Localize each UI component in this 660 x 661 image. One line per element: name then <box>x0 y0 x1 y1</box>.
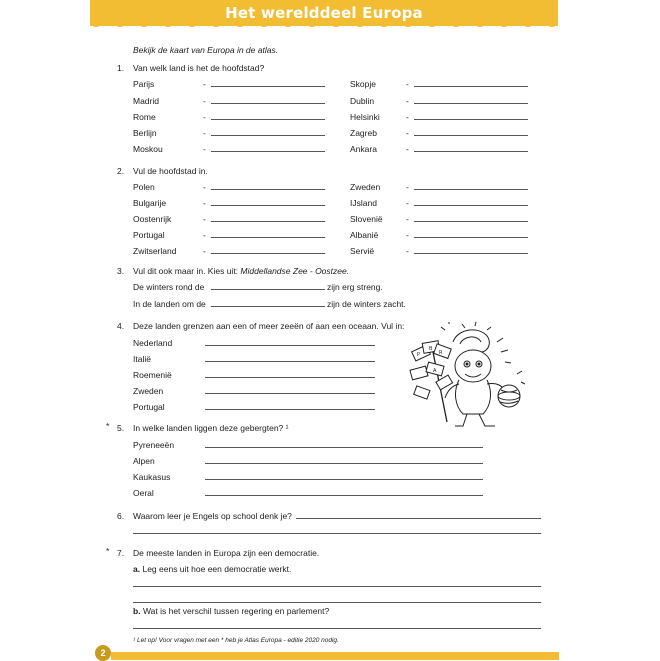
q1-left-item: Parijs <box>133 79 155 89</box>
dash: - <box>406 246 409 256</box>
answer-line[interactable] <box>205 345 375 346</box>
answer-line[interactable] <box>205 495 483 496</box>
q2-left-item: Portugal <box>133 230 165 240</box>
q2-text: Vul de hoofdstad in. <box>133 166 208 176</box>
answer-line[interactable] <box>211 119 325 120</box>
page-title: Het werelddeel Europa <box>225 4 423 22</box>
dash: - <box>406 198 409 208</box>
q1-left-item: Rome <box>133 112 156 122</box>
answer-line[interactable] <box>205 377 375 378</box>
q7a-text: Leg eens uit hoe een democratie werkt. <box>142 564 292 574</box>
answer-line[interactable] <box>211 103 325 104</box>
answer-line[interactable] <box>414 189 528 190</box>
q5-text: In welke landen liggen deze gebergten? ¹ <box>133 423 289 433</box>
q1-right-item: Dublin <box>350 96 375 106</box>
footnote: ¹ Let op! Voor vragen met een * heb je Atlas Europa - editie 2020 nodig. <box>133 637 339 644</box>
q3-line1-start: De winters rond de <box>133 282 205 292</box>
footer-bar <box>111 652 559 660</box>
q2-right-item: Servië <box>350 246 375 256</box>
q5-item: Pyreneeën <box>133 440 175 450</box>
q4-item: Nederland <box>133 338 173 348</box>
answer-line[interactable] <box>133 602 541 603</box>
q5-item: Alpen <box>133 456 155 466</box>
q7b <box>133 606 329 616</box>
dash: - <box>406 182 409 192</box>
dash: - <box>203 246 206 256</box>
answer-line[interactable] <box>211 189 325 190</box>
answer-line[interactable] <box>211 221 325 222</box>
answer-line[interactable] <box>133 533 541 534</box>
answer-line[interactable] <box>205 447 483 448</box>
q3-line2-end: zijn de winters zacht. <box>327 299 406 309</box>
q2-right-item: Zweden <box>350 182 381 192</box>
q2-right-item: Slovenië <box>350 214 383 224</box>
answer-line[interactable] <box>414 221 528 222</box>
q1-left-item: Moskou <box>133 144 163 154</box>
answer-line[interactable] <box>211 135 325 136</box>
sign-mark: P <box>417 352 421 358</box>
answer-line[interactable] <box>211 253 325 254</box>
answer-line[interactable] <box>414 151 528 152</box>
answer-line[interactable] <box>414 237 528 238</box>
q5-star: * <box>106 421 110 431</box>
dash: - <box>203 144 206 154</box>
header-wave-edge <box>90 24 558 30</box>
q7b-text: Wat is het verschil tussen regering en parlement? <box>142 606 330 616</box>
answer-line[interactable] <box>414 205 528 206</box>
dash: - <box>406 230 409 240</box>
q3-line2-start: In de landen om de <box>133 299 206 309</box>
page-number-badge: 2 <box>95 645 111 661</box>
answer-line[interactable] <box>211 86 325 87</box>
q2-left-item: Zwitserland <box>133 246 177 256</box>
answer-line[interactable] <box>211 306 325 307</box>
q3-choices: Middellandse Zee - Oostzee. <box>240 266 350 276</box>
q7b-label: b. <box>133 606 141 616</box>
dash: - <box>203 79 206 89</box>
q3-number: 3. <box>117 266 125 276</box>
q2-left-item: Bulgarije <box>133 198 167 208</box>
answer-line[interactable] <box>205 393 375 394</box>
q2-left-item: Oostenrijk <box>133 214 172 224</box>
page-header <box>90 0 558 26</box>
answer-line[interactable] <box>414 253 528 254</box>
q5-item: Kaukasus <box>133 472 171 482</box>
answer-line[interactable] <box>205 479 483 480</box>
q7a-label: a. <box>133 564 141 574</box>
dash: - <box>203 96 206 106</box>
dash: - <box>203 230 206 240</box>
dash: - <box>203 182 206 192</box>
q4-item: Zweden <box>133 386 164 396</box>
q2-left-item: Polen <box>133 182 155 192</box>
q1-text: Van welk land is het de hoofdstad? <box>133 63 265 73</box>
answer-line[interactable] <box>205 463 483 464</box>
q7-text: De meeste landen in Europa zijn een democratie. <box>133 548 320 558</box>
q1-right-item: Skopje <box>350 79 376 89</box>
dash: - <box>406 96 409 106</box>
dash: - <box>203 112 206 122</box>
q7-star: * <box>106 546 110 556</box>
answer-line[interactable] <box>211 289 325 290</box>
dash: - <box>406 112 409 122</box>
answer-line[interactable] <box>211 237 325 238</box>
answer-line[interactable] <box>414 103 528 104</box>
q4-item: Portugal <box>133 402 165 412</box>
q1-right-item: Zagreb <box>350 128 377 138</box>
answer-line[interactable] <box>133 586 541 587</box>
answer-line[interactable] <box>205 409 375 410</box>
answer-line[interactable] <box>211 205 325 206</box>
dash: - <box>406 144 409 154</box>
q1-left-item: Madrid <box>133 96 159 106</box>
q5-item: Oeral <box>133 488 154 498</box>
q5-number: 5. <box>117 423 125 433</box>
q6-number: 6. <box>117 511 125 521</box>
answer-line[interactable] <box>414 86 528 87</box>
cartoon-illustration <box>405 322 527 430</box>
dash: - <box>406 79 409 89</box>
sign-mark: A <box>433 368 437 374</box>
answer-line[interactable] <box>211 151 325 152</box>
dash: - <box>203 128 206 138</box>
answer-line[interactable] <box>414 119 528 120</box>
q2-right-item: IJsland <box>350 198 377 208</box>
q1-right-item: Helsinki <box>350 112 380 122</box>
q7a <box>133 564 291 574</box>
q4-number: 4. <box>117 321 125 331</box>
q1-right-item: Ankara <box>350 144 377 154</box>
q3-text: Vul dit ook maar in. Kies uit: Middellandse Zee - Oostzee. <box>133 266 350 276</box>
q3-line1-end: zijn erg streng. <box>327 282 383 292</box>
q2-right-item: Albanië <box>350 230 379 240</box>
answer-line[interactable] <box>414 135 528 136</box>
answer-line[interactable] <box>133 628 541 629</box>
q4-text: Deze landen grenzen aan een of meer zeeën of aan een oceaan. Vul in: <box>133 321 405 331</box>
dash: - <box>406 214 409 224</box>
q4-item: Roemenië <box>133 370 172 380</box>
q2-number: 2. <box>117 166 125 176</box>
intro-text: Bekijk de kaart van Europa in de atlas. <box>133 45 279 55</box>
sign-mark: B <box>429 346 433 352</box>
q1-left-item: Berlijn <box>133 128 157 138</box>
dash: - <box>406 128 409 138</box>
sign-mark: R <box>439 350 443 356</box>
q7-number: 7. <box>117 548 125 558</box>
answer-line[interactable] <box>205 361 375 362</box>
dash: - <box>203 198 206 208</box>
dash: - <box>203 214 206 224</box>
q1-number: 1. <box>117 63 125 73</box>
q6-text: Waarom leer je Engels op school denk je? <box>133 511 292 521</box>
answer-line[interactable] <box>296 518 541 519</box>
q4-item: Italië <box>133 354 151 364</box>
